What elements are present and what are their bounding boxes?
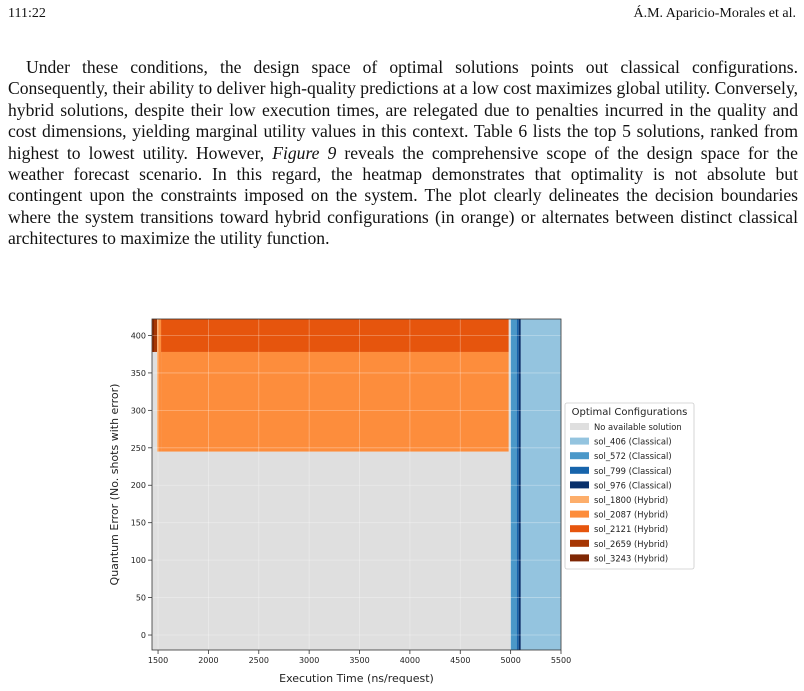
y-tick-label-6: 300 (130, 406, 146, 416)
paragraph-part-2: reveals the comprehensive scope of the design space for the weather forecast scenario. In this regard, the heatmap demonstrates that optimality is not absolute but contingent upon the constraints imposed on the system. The plot clearly delineates the decision boundaries where the system transitions toward hybrid configurations (in orange) or alternates between distinct classical architectures to maximize the utility function. (8, 142, 798, 249)
x-tick-label-1: 2000 (198, 656, 219, 665)
y-tick-label-0: 0 (140, 631, 146, 641)
y-axis (131, 331, 152, 640)
legend-label-9: sol_3243 (Hybrid) (594, 553, 669, 564)
heatmap-region-6 (158, 319, 161, 452)
legend-title: Optimal Configurations (571, 407, 688, 418)
heatmap-region-2 (511, 319, 517, 650)
x-tick-label-5: 4000 (399, 656, 421, 665)
heatmap-region-5 (161, 352, 509, 452)
legend-label-7: sol_2121 (Hybrid) (594, 524, 669, 535)
legend (565, 403, 694, 569)
heatmap-region-1 (521, 319, 561, 650)
x-axis-label: Execution Time (ns/request) (279, 672, 434, 685)
legend-label-0: No available solution (594, 422, 682, 432)
y-tick-label-8: 400 (130, 331, 146, 341)
x-tick-label-7: 5000 (500, 656, 521, 665)
x-tick-label-4: 3500 (349, 656, 370, 665)
legend-swatch-9 (570, 554, 589, 561)
heatmap-regions (152, 319, 561, 650)
legend-label-6: sol_2087 (Hybrid) (594, 509, 669, 520)
figure-reference[interactable]: Figure 9 (272, 142, 337, 163)
legend-label-8: sol_2659 (Hybrid) (594, 538, 669, 549)
heatmap-figure (0, 300, 804, 691)
x-tick-label-3: 3000 (298, 656, 320, 665)
legend-swatch-1 (570, 438, 589, 445)
legend-label-2: sol_572 (Classical) (594, 451, 672, 462)
y-tick-label-7: 350 (130, 368, 146, 378)
legend-swatch-8 (570, 540, 589, 547)
legend-swatch-0 (570, 423, 589, 430)
y-tick-label-3: 150 (130, 518, 146, 528)
page-header (8, 6, 796, 26)
x-tick-label-6: 4500 (450, 656, 471, 665)
running-authors: Á.M. Aparicio-Morales et al. (633, 6, 796, 21)
y-tick-label-1: 50 (135, 593, 146, 603)
legend-swatch-7 (570, 525, 589, 532)
legend-swatch-4 (570, 481, 589, 488)
legend-swatch-6 (570, 511, 589, 518)
x-axis (148, 650, 571, 665)
legend-label-3: sol_799 (Classical) (594, 465, 672, 476)
paragraph-part-1: Under these conditions, the design space of optimal solutions points out classical configurations. Consequently, their ability to deliver high-quality predictions at a low cost maximizes global utility. Conversely, hybrid solutions, despite their low execution times, are relegated due to penalties incurred in the quality and cost dimensions, yielding marginal utility values in this context. Table 6 lists the top 5 solutions, ranked from highest to lowest utility. However, (8, 57, 798, 163)
y-tick-label-4: 200 (130, 481, 146, 491)
x-tick-label-8: 5500 (550, 656, 572, 665)
legend-label-4: sol_976 (Classical) (594, 480, 672, 491)
y-axis-label: Quantum Error (No. shots with error) (108, 383, 121, 586)
heatmap-region-4 (519, 319, 521, 650)
legend-swatch-3 (570, 467, 589, 474)
heatmap-region-3 (517, 319, 519, 650)
legend-label-1: sol_406 (Classical) (594, 436, 672, 447)
page-number: 111:22 (8, 6, 46, 21)
body-paragraph (8, 57, 798, 250)
legend-swatch-2 (570, 452, 589, 459)
legend-label-5: sol_1800 (Hybrid) (594, 495, 669, 505)
x-tick-label-2: 2500 (248, 656, 269, 665)
legend-swatch-5 (570, 496, 589, 503)
y-tick-label-5: 250 (130, 443, 146, 453)
x-tick-label-0: 1500 (147, 656, 169, 665)
y-tick-label-2: 100 (130, 556, 146, 566)
